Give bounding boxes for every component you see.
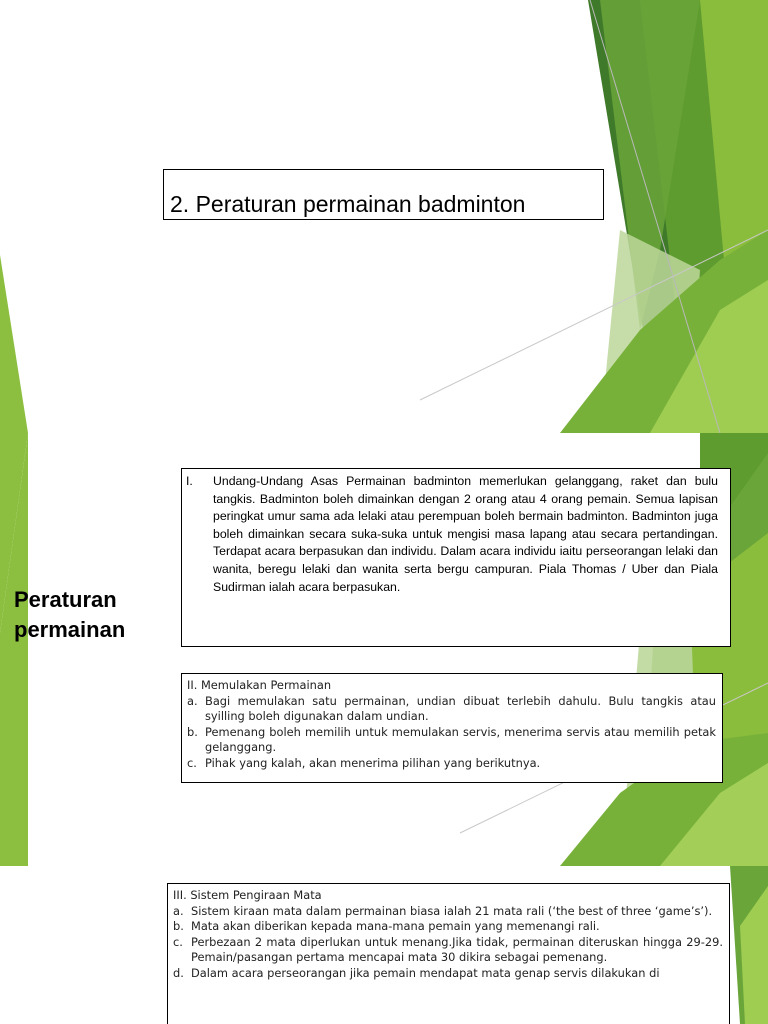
rules-box-2 (181, 673, 723, 783)
list-item-label: b. (187, 724, 198, 739)
list-item (187, 694, 716, 725)
list-item-text: Pemenang boleh memilih untuk memulakan servis, menerima servis atau memilih petak gelanggang. (205, 724, 716, 755)
list-item-text: Pihak yang kalah, akan menerima pilihan yang berikutnya. (205, 755, 541, 770)
slide-1 (0, 0, 768, 433)
list-item-label: b. (173, 919, 184, 934)
section-number: I. (186, 474, 193, 488)
list-item-label: a. (173, 903, 184, 918)
side-title-line2: permainan (14, 617, 126, 642)
list-item-label: c. (173, 934, 183, 949)
list-item-label: c. (187, 755, 197, 770)
rules-box-1 (181, 468, 731, 647)
section-heading: II. Memulakan Permainan (187, 678, 332, 692)
list-item-text: Perbezaan 2 mata diperlukan untuk menang.Jika tidak, permainan diteruskan hingga 29-29. Pemain/pasangan pertama mencapai mata 30 dikira sebagai pemenang. (191, 934, 723, 965)
list-item (187, 725, 716, 756)
list-item-text: Sistem kiraan mata dalam permainan biasa ialah 21 mata rali (‘the best of three ‘game’s’). (191, 903, 713, 918)
section-text: Undang-Undang Asas Permainan badminton memerlukan gelanggang, raket dan bulu tangkis. Badminton boleh dimainkan dengan 2 orang atau 4 orang pemain. Semua lapisan peringkat umur sama ada lelaki atau perempuan boleh bermain badminton. Badminton juga boleh dimainkan secara suka-suka untuk mengisi masa lapang atau secara pertandingan. Terdapat acara berpasukan dan individu. Dalam acara individu iaitu perseorangan lelaki dan wanita, beregu lelaki dan wanita serta bergu campuran. Piala Thomas / Uber dan Piala Sudirman ialah acara berpasukan. (213, 474, 718, 594)
list-item (173, 935, 723, 966)
side-title (14, 585, 125, 645)
rules-box-3 (167, 883, 730, 1024)
slide-3 (0, 866, 768, 1024)
section-heading: III. Sistem Pengiraan Mata (173, 888, 322, 902)
list-item-label: a. (187, 693, 198, 708)
side-title-line1: Peraturan (14, 587, 117, 612)
list-item (187, 756, 716, 772)
list-item (173, 904, 723, 920)
slide-2 (0, 433, 768, 866)
list-item (173, 966, 723, 982)
list-item-text: Bagi memulakan satu permainan, undian dibuat terlebih dahulu. Bulu tangkis atau syilling boleh digunakan dalam undian. (205, 693, 716, 724)
list-item-label: d. (173, 965, 184, 980)
list-item (173, 919, 723, 935)
list-item-text: Dalam acara perseorangan jika pemain mendapat mata genap servis dilakukan di (191, 965, 660, 980)
list-item-text: Mata akan diberikan kepada mana-mana pemain yang memenangi rali. (191, 919, 600, 934)
slide-title: 2. Peraturan permainan badminton (163, 169, 604, 220)
